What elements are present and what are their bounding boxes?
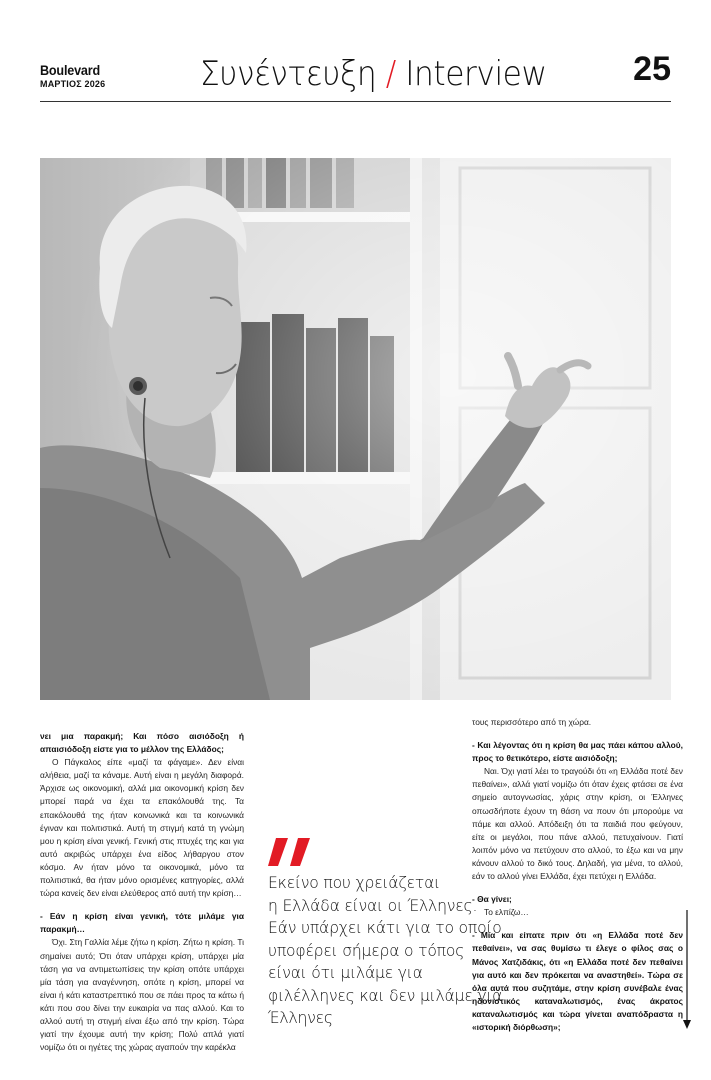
masthead	[40, 50, 671, 100]
section-title-greek: Συνέντευξη	[200, 54, 377, 94]
page-number: 25	[633, 50, 671, 88]
pull-quote-line: Εκείνο που χρειάζεται	[268, 874, 440, 892]
section-title	[200, 54, 547, 94]
interview-question: - Και λέγοντας ότι η κρίση θα μας πάει κάπου αλλού, προς το θετικότερο, είστε αισιόδοξη;	[472, 740, 683, 764]
interview-question: νει μια παρακμή; Και πόσο αισιόδοξη ή απαισιόδοξη είστε για το μέλλον της Ελλάδος;	[40, 731, 244, 755]
section-title-english: Interview	[405, 54, 547, 94]
continue-arrow-icon	[683, 910, 691, 1030]
pull-quote-line: υποφέρει σήμερα ο τόπος	[268, 941, 465, 960]
header-rule	[40, 101, 671, 102]
text-column-left	[40, 730, 244, 1054]
magazine-brand: Boulevard	[40, 62, 101, 78]
interview-answer: τους περισσότερο από τη χώρα.	[472, 717, 592, 727]
interview-photo	[40, 158, 671, 700]
quote-mark-icon	[268, 838, 316, 868]
section-title-slash: /	[376, 54, 406, 94]
interview-question: - Μια και είπατε πριν ότι «η Ελλάδα ποτέ δεν πεθαίνει», να σας θυμίσω τι έλεγε ο φίλος σας ο Μάνος Χατζιδάκις, ότι «η Ελλάδα ποτέ δεν πεθαίνει για αυτό και δεν πρόκειται να αναστηθεί». Τώρα σε όλα αυτά που συζητάμε, στην κρίση συνέβαλε ένας ηδονιστικός καταναλωτισμός, ένας άκρατος καταναλωτισμός και τώρα γίνεται αναπόδραστα η «ιστορική διόρθωση»;	[472, 930, 683, 1032]
interview-answer: Όχι. Στη Γαλλία λέμε ζήτω η κρίση. Ζήτω η κρίση. Τι σημαίνει αυτό; Ότι όταν υπάρχει κρίση, υπάρχει μία τάση για να αντιμετωπίσεις την κρίση οπότε υπάρχει μία τάση για αναγέννηση, οπότε η κρίση, μπορεί να είναι ή κάτι καταστρεπτικό που σε πάει προς τα κάτω ή κάτι που σου δίνει την ευκαιρία να πας αλλού. Και το αλλού αυτή τη στιγμή είναι έξω από την κρίση. Τώρα γιατί την έχουμε αυτή την κρίση; Πολύ απλά γιατί νομίζω ότι οι ηγέτες της χώρας αγαπούν την καρέκλα	[40, 937, 244, 1053]
pull-quote-line: Εάν υπάρχει κάτι για το οποίο	[268, 919, 502, 937]
pull-quote-line: φιλέλληνες και δεν μιλάμε για	[268, 986, 503, 1005]
issue-date: ΜΑΡΤΙΟΣ 2026	[40, 79, 106, 89]
pull-quote-line: η Ελλάδα είναι οι Έλληνες.	[268, 896, 478, 915]
pull-quote-line: είναι ότι μιλάμε για	[268, 964, 423, 982]
interview-question: - Θα γίνει;	[472, 894, 512, 905]
interview-answer: Ναι. Όχι γιατί λέει το τραγούδι ότι «η Ελλάδα ποτέ δεν πεθαίνει», αλλά γιατί νομίζω ότι όταν έχεις φτάσει σε ένα σημείο αυτογνωσίας, χάρις στην κρίση, οι Έλληνες οπωσδήποτε έχουν τη θάση να πουν ότι μπορούμε να πάμε και αλλού. Απόδειξη ότι τα παιδιά που φεύγουν, είτε οι μεγάλοι, που πάνε αλλού, πετυχαίνουν. Γιατί λοιπόν μόνο να πετύχουν στο αλλού, το έξω και να μην κάνουν αλλού το δικό τους. Δηλαδή, για μένα, το αλλού, εάν το αλλού γίνει Ελλάδα, έχει πετύχει η Ελλάδα.	[472, 766, 683, 882]
interview-answer: Ο Πάγκαλος είπε «μαζί τα φάγαμε». Δεν είναι αλήθεια, μαζί τα κάναμε. Αυτή είναι η μεγάλη διαφορά. Άρχισε ως οικονομική, αλλά μια οικονομική κρίση δεν μπορεί παρά να έχει τα επακόλουθά της. Τα επακόλουθά της ήταν κοινωνικά και τα κοινωνικά έγιναν και πολιτιστικά. Αυτή τη στιγμή κατά τη γνώμη μου η κρίση είναι γενική. Γενική στις πτυχές της και για αυτό ακριβώς υπάρχει ένα είδος λήθαργου στον κόσμο. Αν ήταν μόνο τα οικονομικά, μόνο τα πολιτιστικά, θα ήταν μόνο ορισμένες κατηγορίες, αλλά τώρα κανείς δεν είναι ελεύθερος από αυτή την κρίση…	[40, 757, 244, 899]
portrait-photo-illustration	[40, 158, 671, 700]
text-column-right	[472, 716, 683, 1034]
interview-answer: Το ελπίζω…	[484, 907, 529, 918]
pull-quote-line: Έλληνες	[268, 1009, 333, 1027]
interview-question: - Εάν η κρίση είναι γενική, τότε μιλάμε για παρακμή…	[40, 911, 244, 935]
